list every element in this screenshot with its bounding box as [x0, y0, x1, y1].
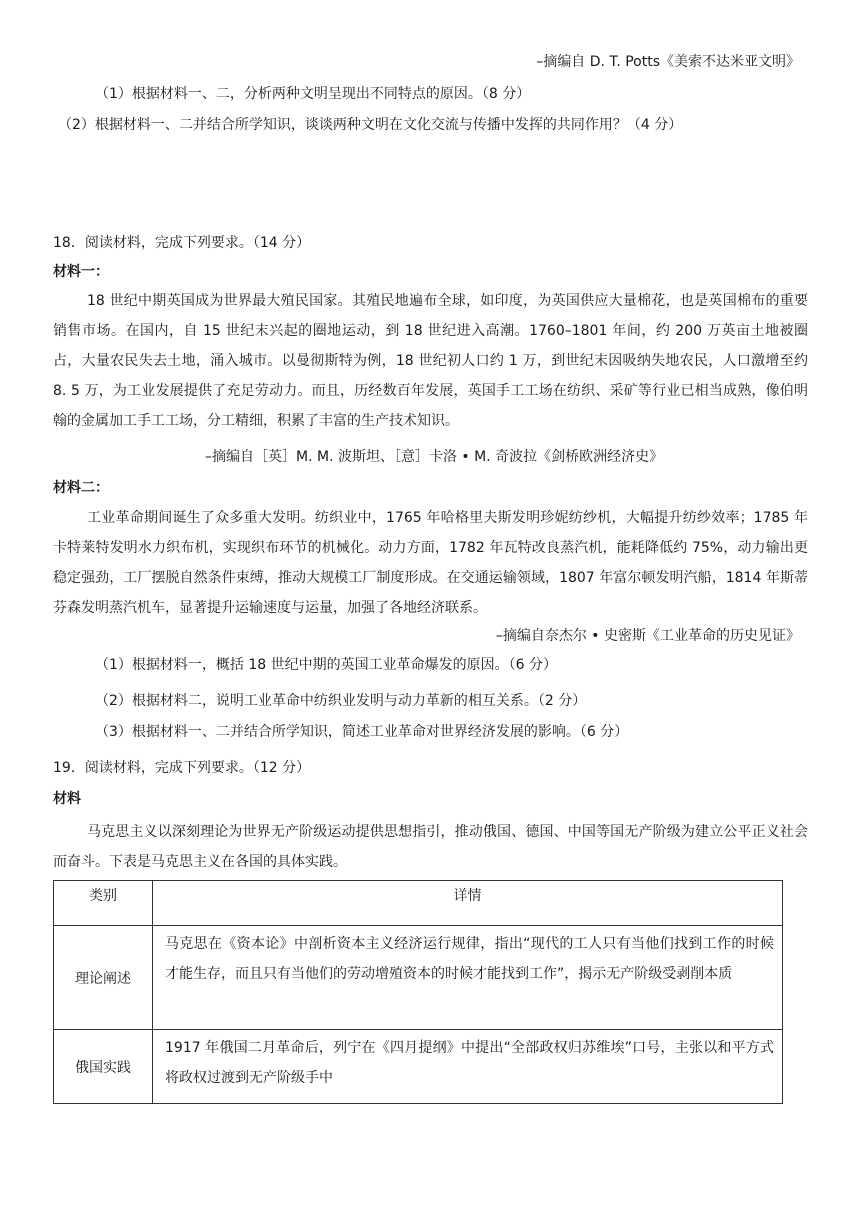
- question-item: （1）根据材料一、二，分析两种文明呈现出不同特点的原因。（8 分）: [95, 86, 531, 102]
- question-item: （2）根据材料一、二并结合所学知识，谈谈两种文明在文化交流与传播中发挥的共同作用？（4 分）: [58, 117, 683, 133]
- question-item: （3）根据材料一、二并结合所学知识，简述工业革命对世界经济发展的影响。（6 分）: [95, 724, 629, 740]
- source-citation: –摘编自奈杰尔 • 史密斯《工业革命的历史见证》: [495, 628, 800, 644]
- question-heading: 19．阅读材料，完成下列要求。（12 分）: [53, 760, 311, 776]
- material-label: 材料二：: [53, 480, 109, 496]
- question-item: （2）根据材料二，说明工业革命中纺织业发明与动力革新的相互关系。（2 分）: [95, 693, 587, 709]
- practice-table: [53, 880, 783, 1104]
- table-header-cell: 详情: [153, 881, 783, 926]
- material-text: 工业革命期间诞生了众多重大发明。纺织业中，1765 年哈格里夫斯发明珍妮纺纱机，大幅提升纺纱效率；1785 年卡特莱特发明水力织布机，实现织布环节的机械化。动力方面，1782 年瓦特改良蒸汽机，能耗降低约 75%，动力输出更稳定强劲，工厂摆脱自然条件束缚，推动大规模工厂制度形成。在交通运输领域，1807 年富尔顿发明汽船，1814 年斯蒂芬森发明蒸汽机车，显著提升运输速度与运量，加强了各地经济联系。: [53, 510, 808, 616]
- table-row: [54, 1030, 783, 1104]
- table-category-cell: 俄国实践: [54, 1030, 153, 1104]
- question-item: （1）根据材料一，概括 18 世纪中期的英国工业革命爆发的原因。（6 分）: [95, 657, 557, 673]
- table-category-cell: 理论阐述: [54, 926, 153, 1030]
- material-label: 材料一：: [53, 264, 109, 280]
- material-text: 马克思主义以深刻理论为世界无产阶级运动提供思想指引，推动俄国、德国、中国等国无产阶级为建立公平正义社会而奋斗。下表是马克思主义在各国的具体实践。: [53, 824, 808, 870]
- material-text: 18 世纪中期英国成为世界最大殖民国家。其殖民地遍布全球，如印度，为英国供应大量棉花，也是英国棉布的重要销售市场。在国内，自 15 世纪末兴起的圈地运动，到 18 世纪进入高潮。1760–1801 年间，约 200 万英亩土地被圈占，大量农民失去土地，涌入城市。以曼彻斯特为例，18 世纪初人口约 1 万，到世纪末因吸纳失地农民，人口激增至约 8. 5 万，为工业发展提供了充足劳动力。而且，历经数百年发展，英国手工工场在纺织、采矿等行业已相当成熟，像伯明翰的金属加工手工工场，分工精细，积累了丰富的生产技术知识。: [53, 293, 808, 429]
- source-citation: –摘编自 D. T. Potts《美索不达米亚文明》: [536, 54, 800, 70]
- table-detail-cell: 马克思在《资本论》中剖析资本主义经济运行规律，指出“现代的工人只有当他们找到工作的时候才能生存，而且只有当他们的劳动增殖资本的时候才能找到工作”，揭示无产阶级受剥削本质: [153, 926, 783, 1030]
- table-header-row: [54, 881, 783, 926]
- table-detail-cell: 1917 年俄国二月革命后，列宁在《四月提纲》中提出“全部政权归苏维埃”口号，主张以和平方式将政权过渡到无产阶级手中: [153, 1030, 783, 1104]
- material-label: 材料: [53, 791, 81, 807]
- table-header-cell: 类别: [54, 881, 153, 926]
- table-row: [54, 926, 783, 1030]
- source-citation: –摘编自［英］M. M. 波斯坦、［意］卡洛 • M. 奇波拉《剑桥欧洲经济史》: [205, 449, 664, 465]
- question-heading: 18．阅读材料，完成下列要求。（14 分）: [53, 235, 311, 251]
